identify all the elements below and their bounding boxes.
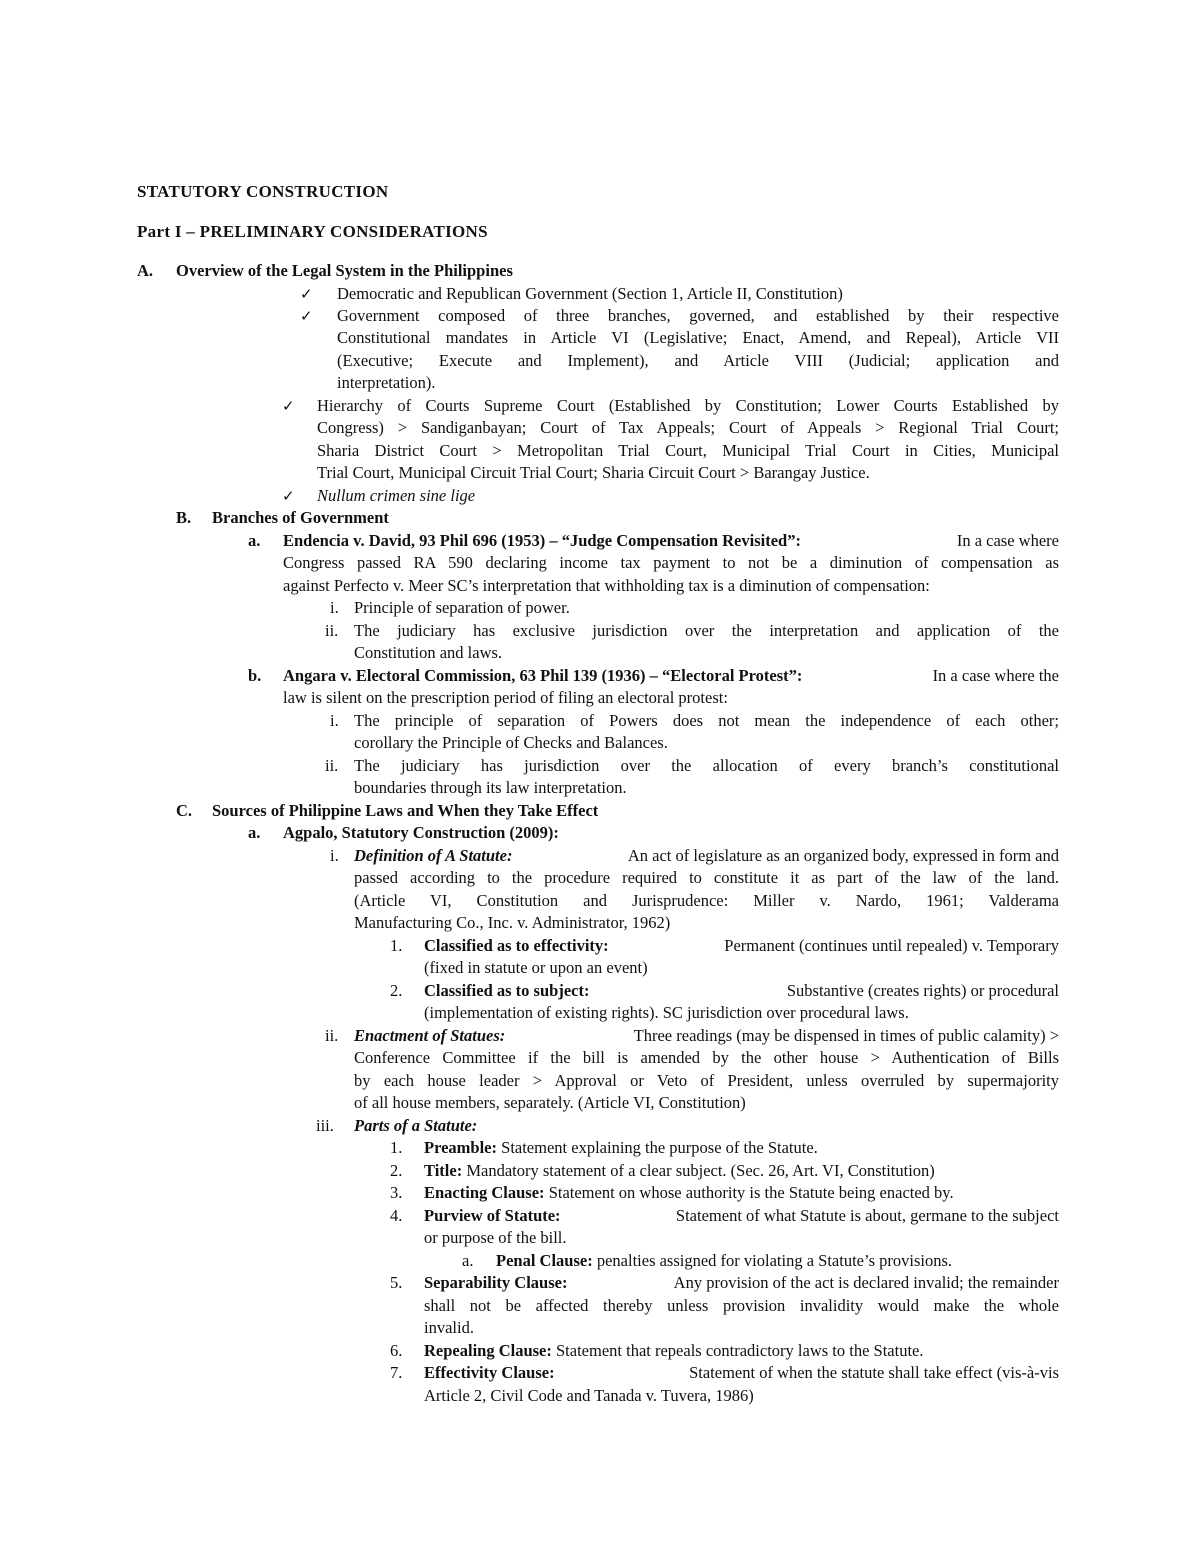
part-text: Mandatory statement of a clear subject. (Sec. 26, Art. VI, Constitution)	[462, 1161, 935, 1180]
list-marker: 7.	[390, 1363, 403, 1382]
bullet-branches-line: interpretation).	[337, 373, 436, 392]
section-b-heading: Branches of Government	[212, 508, 389, 527]
list-item: corollary the Principle of Checks and Balances.	[354, 733, 668, 752]
part-effectivity-line: Article 2, Civil Code and Tanada v. Tuvera, 1986)	[424, 1386, 754, 1405]
part-effectivity	[424, 1362, 1059, 1385]
bullet-branches-line: Government composed of three branches, governed, and established by their respective	[337, 306, 1059, 325]
classification-line	[424, 935, 1059, 958]
list-marker: i.	[330, 711, 339, 730]
part-text: Statement of what Statute is about, germane to the subject	[671, 1206, 1059, 1225]
case-endencia-text: In a case where	[952, 531, 1059, 550]
list-marker: i.	[330, 598, 339, 617]
bullet-democratic: Democratic and Republican Government (Section 1, Article II, Constitution)	[337, 284, 843, 303]
list-item: The principle of separation of Powers does not mean the independence of each other;	[354, 711, 1059, 730]
list-marker: ii.	[325, 756, 339, 775]
part-separability-line: shall not be affected thereby unless provision invalidity would make the whole	[424, 1296, 1059, 1315]
part-text: Any provision of the act is declared invalid; the remainder	[670, 1273, 1059, 1292]
part-preamble	[424, 1137, 818, 1160]
section-b-marker: B.	[176, 508, 192, 527]
list-marker: a.	[462, 1251, 474, 1270]
definition-line: passed according to the procedure required to constitute it as part of the law of the land.	[354, 868, 1059, 887]
source-a-marker: a.	[248, 823, 261, 842]
list-marker: 6.	[390, 1341, 403, 1360]
part-penal-clause	[496, 1250, 952, 1273]
list-item: The judiciary has exclusive jurisdiction over the interpretation and application of the	[354, 621, 1059, 640]
checkmark-icon: ✓	[282, 397, 295, 415]
classification-text: Substantive (creates rights) or procedural	[782, 981, 1059, 1000]
part-term: Enacting Clause:	[424, 1183, 545, 1202]
list-marker: 3.	[390, 1183, 403, 1202]
case-endencia-line	[283, 530, 1059, 553]
list-marker: ii.	[325, 1026, 339, 1045]
part-term: Purview of Statute:	[424, 1206, 561, 1225]
part-separability	[424, 1272, 1059, 1295]
classification-line	[424, 980, 1059, 1003]
enactment-term: Enactment of Statues:	[354, 1026, 506, 1045]
part-separability-line: invalid.	[424, 1318, 474, 1337]
part-repealing-clause	[424, 1340, 923, 1363]
part-purview-line: or purpose of the bill.	[424, 1228, 567, 1247]
source-agpalo-title: Agpalo, Statutory Construction (2009):	[283, 823, 559, 842]
list-marker: 1.	[390, 1138, 403, 1157]
list-marker: i.	[330, 846, 339, 865]
case-angara-title: Angara v. Electoral Commission, 63 Phil 139 (1936) – “Electoral Protest”:	[283, 666, 803, 685]
enactment-line: of all house members, separately. (Article VI, Constitution)	[354, 1093, 746, 1112]
part-term: Preamble:	[424, 1138, 498, 1157]
bullet-hierarchy-line: Congress) > Sandiganbayan; Court of Tax Appeals; Court of Appeals > Regional Trial Court;	[317, 418, 1059, 437]
list-marker: 2.	[390, 981, 403, 1000]
case-angara-text: In a case where the	[928, 666, 1059, 685]
classification-term: Classified as to effectivity:	[424, 936, 609, 955]
list-marker: 2.	[390, 1161, 403, 1180]
part-term: Separability Clause:	[424, 1273, 568, 1292]
checkmark-icon: ✓	[300, 285, 313, 303]
part-term: Repealing Clause:	[424, 1341, 552, 1360]
list-item: Constitution and laws.	[354, 643, 503, 662]
list-item: Principle of separation of power.	[354, 598, 570, 617]
definition-line	[354, 845, 1059, 868]
bullet-nullum: Nullum crimen sine lige	[317, 486, 476, 505]
part-text: Statement explaining the purpose of the Statute.	[497, 1138, 818, 1157]
bullet-hierarchy-line: Hierarchy of Courts Supreme Court (Established by Constitution; Lower Courts Established by	[317, 396, 1059, 415]
checkmark-icon: ✓	[300, 307, 313, 325]
list-marker: 4.	[390, 1206, 403, 1225]
case-endencia-line: Congress passed RA 590 declaring income tax payment to not be a diminution of compensation as	[283, 553, 1059, 572]
case-b-marker: b.	[248, 666, 262, 685]
document-title: STATUTORY CONSTRUCTION	[137, 182, 389, 201]
part-heading: Part I – PRELIMINARY CONSIDERATIONS	[137, 222, 488, 241]
list-item: The judiciary has jurisdiction over the allocation of every branch’s constitutional	[354, 756, 1059, 775]
case-angara-line: law is silent on the prescription period of filing an electoral protest:	[283, 688, 728, 707]
case-endencia-line: against Perfecto v. Meer SC’s interpretation that withholding tax is a diminution of compensation:	[283, 576, 930, 595]
list-item: boundaries through its law interpretation.	[354, 778, 627, 797]
enactment-text: Three readings (may be dispensed in times of public calamity) >	[629, 1026, 1059, 1045]
bullet-branches-line: Constitutional mandates in Article VI (Legislative; Enact, Amend, and Repeal), Article VII	[337, 328, 1059, 347]
part-text: penalties assigned for violating a Statute’s provisions.	[592, 1251, 952, 1270]
classification-term: Classified as to subject:	[424, 981, 590, 1000]
bullet-branches-line: (Executive; Execute and Implement), and Article VIII (Judicial; application and	[337, 351, 1059, 370]
part-term: Title:	[424, 1161, 463, 1180]
list-marker: 1.	[390, 936, 403, 955]
part-text: Statement on whose authority is the Statute being enacted by.	[544, 1183, 954, 1202]
part-title	[424, 1160, 935, 1183]
section-c-marker: C.	[176, 801, 193, 820]
section-c-heading: Sources of Philippine Laws and When they Take Effect	[212, 801, 599, 820]
classification-text: Permanent (continues until repealed) v. Temporary	[720, 936, 1059, 955]
part-term: Penal Clause:	[496, 1251, 593, 1270]
section-a-marker: A.	[137, 261, 154, 280]
part-text: Statement that repeals contradictory laws to the Statute.	[551, 1341, 924, 1360]
list-marker: 5.	[390, 1273, 403, 1292]
parts-heading: Parts of a Statute:	[354, 1116, 478, 1135]
definition-term: Definition of A Statute:	[354, 846, 513, 865]
enactment-line: Conference Committee if the bill is amended by the other house > Authentication of Bills	[354, 1048, 1059, 1067]
section-a-heading: Overview of the Legal System in the Philippines	[176, 261, 513, 280]
bullet-hierarchy-line: Trial Court, Municipal Circuit Trial Court; Sharia Circuit Court > Barangay Justice.	[317, 463, 870, 482]
definition-text: An act of legislature as an organized body, expressed in form and	[624, 846, 1059, 865]
enactment-line	[354, 1025, 1059, 1048]
list-marker: iii.	[316, 1116, 334, 1135]
checkmark-icon: ✓	[282, 487, 295, 505]
classification-line: (fixed in statute or upon an event)	[424, 958, 648, 977]
part-enacting-clause	[424, 1182, 954, 1205]
enactment-line: by each house leader > Approval or Veto of President, unless overruled by supermajority	[354, 1071, 1059, 1090]
case-a-marker: a.	[248, 531, 261, 550]
part-purview	[424, 1205, 1059, 1228]
classification-line: (implementation of existing rights). SC jurisdiction over procedural laws.	[424, 1003, 909, 1022]
bullet-hierarchy-line: Sharia District Court > Metropolitan Trial Court, Municipal Trial Court in Cities, Municipal	[317, 441, 1059, 460]
definition-line: Manufacturing Co., Inc. v. Administrator, 1962)	[354, 913, 671, 932]
part-text: Statement of when the statute shall take effect (vis-à-vis	[684, 1363, 1059, 1382]
list-marker: ii.	[325, 621, 339, 640]
case-endencia-title: Endencia v. David, 93 Phil 696 (1953) – “Judge Compensation Revisited”:	[283, 531, 801, 550]
definition-line: (Article VI, Constitution and Jurisprudence: Miller v. Nardo, 1961; Valderama	[354, 891, 1059, 910]
case-angara-line	[283, 665, 1059, 688]
part-term: Effectivity Clause:	[424, 1363, 555, 1382]
